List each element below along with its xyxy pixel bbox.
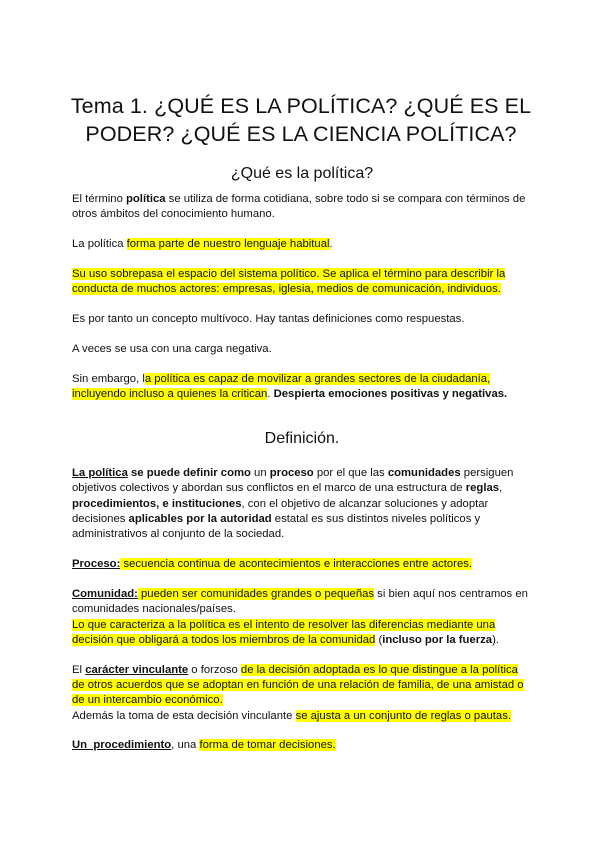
document-title: Tema 1. ¿QUÉ ES LA POLÍTICA? ¿QUÉ ES EL PODER? ¿QUÉ ES LA CIENCIA POLÍTICA? xyxy=(70,94,532,146)
paragraph-reglas: Además la toma de esta decisión vinculante se ajusta a un conjunto de reglas o pautas. xyxy=(72,709,511,722)
paragraph-caracteriza: Lo que caracteriza a la política es el intento de resolver las diferencias mediante una decisión que obligará a todos los miembros de la comunidad (incluso por la fuerza). xyxy=(72,618,499,646)
definition-paragraph: La política se puede definir como un proceso por el que las comunidades persiguen objetivos colectivos y abordan sus conflictos en el marco de una estructura de reglas, procedimientos, e instituciones, con el objetivo de alcanzar soluciones y adoptar decisiones aplicables por la autoridad estatal es sus distintos niveles políticos y administrativos al conjunto de la sociedad. xyxy=(72,467,514,541)
paragraph-comunidad: Comunidad: pueden ser comunidades grandes o pequeñas si bien aquí nos centramos en comunidades nacionales/países. xyxy=(72,587,528,616)
paragraph-4: Es por tanto un concepto multívoco. Hay tantas definiciones como respuestas. xyxy=(72,312,465,325)
paragraph-vinculante: El carácter vinculante o forzoso de la decisión adoptada es lo que distingue a la política de otros acuerdos que se adoptan en función de una relación de familia, de una amistad o de un intercambio económico. xyxy=(72,663,524,707)
paragraph-6: Sin embargo, la política es capaz de movilizar a grandes sectores de la ciudadanía, incluyendo incluso a quienes la critican. Despierta emociones positivas y negativas. xyxy=(72,372,508,400)
paragraph-5: A veces se usa con una carga negativa. xyxy=(72,342,272,355)
section-heading-definicion: Definición. xyxy=(264,430,340,448)
document-page xyxy=(72,92,532,754)
paragraph-1: El término política se utiliza de forma cotidiana, sobre todo si se compara con términos de otros ámbitos del conocimiento humano. xyxy=(72,193,526,221)
paragraph-2: La política forma parte de nuestro lenguaje habitual. xyxy=(72,238,333,251)
paragraph-procedimiento: Un procedimiento, una forma de tomar decisiones. xyxy=(72,739,336,752)
paragraph-proceso: Proceso: secuencia continua de acontecimientos e interacciones entre actores. xyxy=(72,558,473,571)
paragraph-3: Su uso sobrepasa el espacio del sistema político. Se aplica el término para describir la conducta de muchos actores: empresas, iglesia, medios de comunicación, individuos. xyxy=(72,267,506,296)
section-heading-politica: ¿Qué es la política? xyxy=(230,165,374,182)
